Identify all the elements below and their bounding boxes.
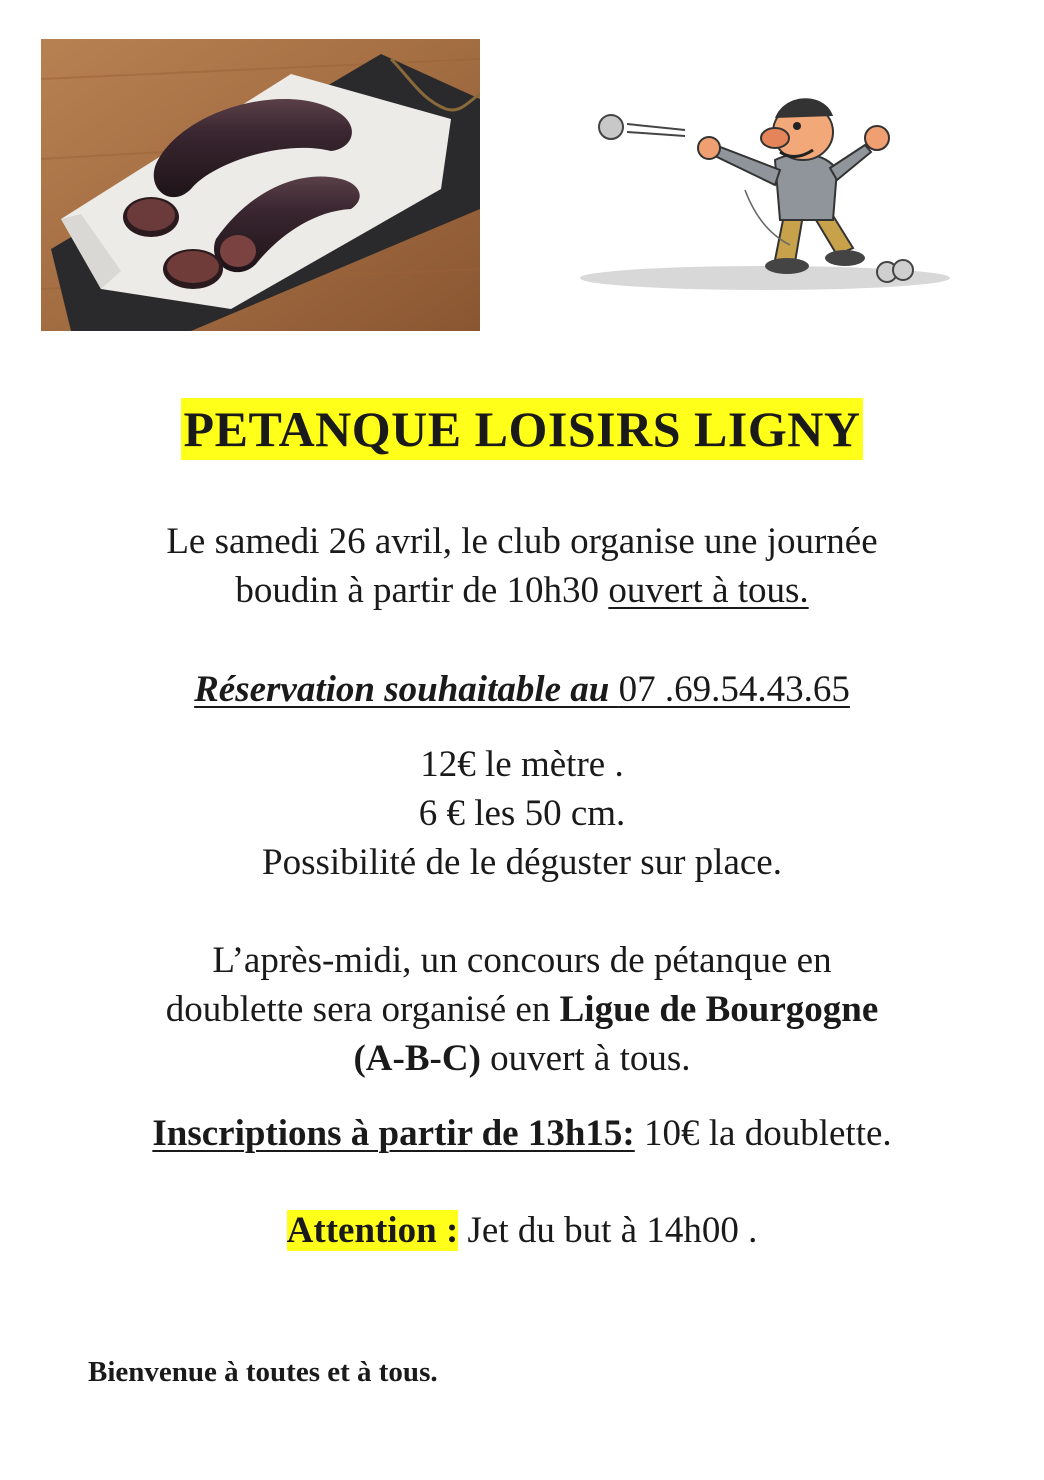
inscriptions-label: Inscriptions à partir de 13h15: — [152, 1113, 635, 1154]
boudin-photo — [41, 39, 480, 331]
intro-line-2-text: boudin à partir de 10h30 — [235, 570, 609, 611]
attention-label: Attention : — [286, 1210, 459, 1251]
price-per-meter: 12€ le mètre . — [420, 744, 624, 785]
price-half-meter: 6 € les 50 cm. — [418, 793, 626, 834]
afternoon-block — [0, 936, 1044, 1083]
reservation-phone: 07 .69.54.43.65 — [618, 669, 850, 710]
inscriptions-line — [0, 1109, 1044, 1158]
open-to-all-text: ouvert à tous. — [608, 570, 809, 611]
afternoon-line-2-text: doublette sera organisé en — [165, 989, 560, 1030]
league-name: Ligue de Bourgogne — [559, 989, 879, 1030]
attention-line — [0, 1206, 1044, 1255]
afternoon-line-1: L’après-midi, un concours de pétanque en — [212, 940, 832, 981]
afternoon-line-3-text: ouvert à tous. — [480, 1038, 691, 1079]
page-title: PETANQUE LOISIRS LIGNY — [181, 398, 864, 460]
intro-paragraph — [0, 517, 1044, 615]
prices-block — [0, 740, 1044, 887]
reservation-line — [0, 665, 1044, 714]
intro-line-1: Le samedi 26 avril, le club organise une journée — [166, 521, 878, 562]
welcome-footer: Bienvenue à toutes et à tous. — [88, 1356, 438, 1388]
petanque-player-illustration — [575, 80, 970, 295]
title-container — [0, 398, 1044, 460]
tasting-note: Possibilité de le déguster sur place. — [262, 842, 782, 883]
attention-text: Jet du but à 14h00 . — [458, 1210, 758, 1251]
intro-line-2 — [0, 566, 1044, 615]
afternoon-line-3 — [0, 1034, 1044, 1083]
league-categories: (A-B-C) — [353, 1038, 481, 1079]
reservation-label: Réservation souhaitable au — [194, 669, 619, 710]
afternoon-line-2 — [0, 985, 1044, 1034]
inscriptions-price: 10€ la doublette. — [634, 1113, 892, 1154]
